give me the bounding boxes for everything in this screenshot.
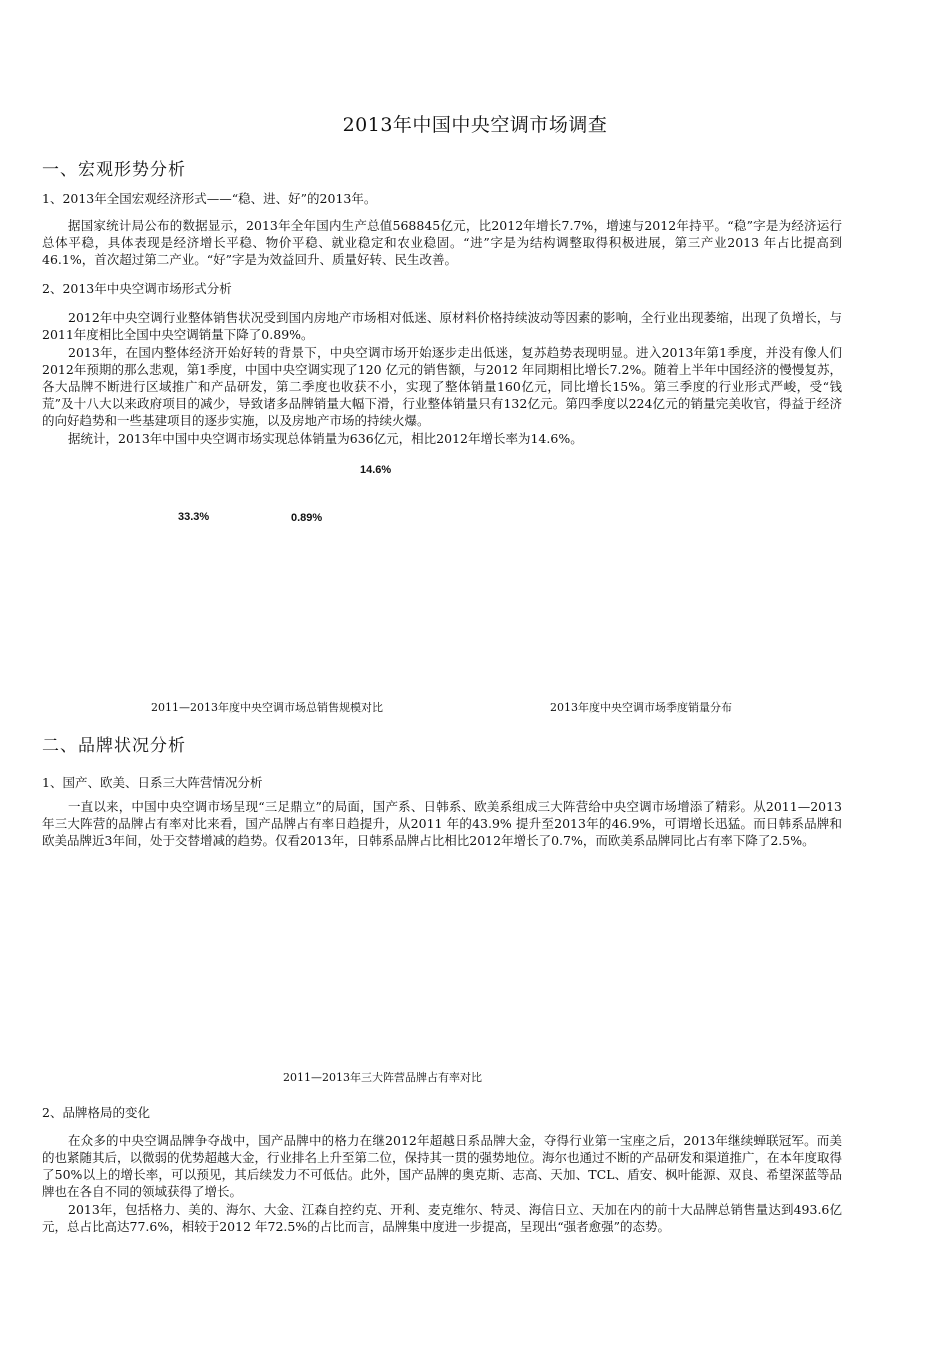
section2-heading: 二、品牌状况分析: [42, 736, 186, 756]
section1-sub1-heading: 1、2013年全国宏观经济形式——“稳、进、好”的2013年。: [42, 191, 377, 206]
section1-sub1-paragraph: 据国家统计局公布的数据显示，2013年全年国内生产总值568845亿元，比2012年增长7.7%，增速与2012年持平。“稳”字是为经济运行总体平稳，具体表现是经济增长平稳、物价平稳、就业稳定和农业稳固。“进”字是为结构调整取得积极进展，第三产业2013 年占比提高到46.1%，首次超过第二产业。“好”字是为效益回升、质量好转、民生改善。: [42, 218, 842, 267]
chart-caption-left: 2011—2013年度中央空调市场总销售规模对比: [151, 701, 383, 714]
chart-data-label: 14.6%: [360, 464, 392, 476]
section1-sub2-paragraph-3: 据统计，2013年中国中央空调市场实现总体销量为636亿元，相比2012年增长率为14.6%。: [68, 431, 583, 446]
section2-sub1-paragraph: 一直以来，中国中央空调市场呈现“三足鼎立”的局面，国产系、日韩系、欧美系组成三大阵营给中央空调市场增添了精彩。从2011—2013 年三大阵营的品牌占有率对比来看，国产品牌占有率日趋提升，从2011 年的43.9% 提升至2013年的46.9%，可谓增长迅猛。而日韩系品牌和欧美品牌近3年间，处于交替增减的趋势。仅看2013年，日韩系品牌占比相比2012年增长了0.7%，而欧美系品牌同比占有率下降了2.5%。: [42, 799, 842, 848]
section1-sub2-paragraph-2: 2013年，在国内整体经济开始好转的背景下，中央空调市场开始逐步走出低迷，复苏趋势表现明显。进入2013年第1季度，并没有像人们2012年预期的那么悲观，第1季度，中国中央空调实现了120 亿元的销售额，与2012 年同期相比增长7.2%。随着上半年中国经济的慢慢复苏，各大品牌不断进行区域推广和产品研发，第二季度也收获不小，实现了整体销量160亿元，同比增长15%。第三季度的行业形式严峻，受“钱荒”及十八大以来政府项目的减少，导致诸多品牌销量大幅下滑，行业整体销量只有132亿元。第四季度以224亿元的销量完美收官，得益于经济的向好趋势和一些基建项目的逐步实施，以及房地产市场的持续火爆。: [42, 345, 842, 428]
section2-sub2-heading: 2、品牌格局的变化: [42, 1105, 150, 1120]
chart-data-label: 0.89%: [291, 512, 323, 524]
section1-heading: 一、宏观形势分析: [42, 160, 186, 180]
section2-sub2-paragraph-2: 2013年，包括格力、美的、海尔、大金、江森自控约克、开利、麦克维尔、特灵、海信日立、天加在内的前十大品牌总销售量达到493.6亿元，总占比高达77.6%，相较于2012 年72.5%的占比而言，品牌集中度进一步提高，呈现出“强者愈强”的态势。: [42, 1202, 842, 1234]
document-title: 2013年中国中央空调市场调查: [342, 114, 608, 136]
market-charts-area: [42, 455, 902, 725]
brand-share-chart-caption: 2011—2013年三大阵营品牌占有率对比: [283, 1071, 482, 1084]
section2-sub2-paragraph-1: 在众多的中央空调品牌争夺战中，国产品牌中的格力在继2012年超越日系品牌大金，夺得行业第一宝座之后，2013年继续蝉联冠军。而美的也紧随其后，以微弱的优势超越大金，行业排名上升至第二位，保持其一贯的强势地位。海尔也通过不断的产品研发和渠道推广，在本年度取得了50%以上的增长率，可以预见，其后续发力不可低估。此外，国产品牌的奥克斯、志高、天加、TCL、盾安、枫叶能源、双良、希望深蓝等品牌也在各自不同的领域获得了增长。: [42, 1133, 843, 1199]
chart-data-label: 33.3%: [178, 511, 210, 523]
section1-sub2-paragraph-1: 2012年中央空调行业整体销售状况受到国内房地产市场相对低迷、原材料价格持续波动等因素的影响，全行业出现萎缩，出现了负增长，与2011年度相比全国中央空调销量下降了0.89%。: [42, 310, 842, 342]
section2-sub1-heading: 1、国产、欧美、日系三大阵营情况分析: [42, 775, 263, 790]
section1-sub2-heading: 2、2013年中央空调市场形式分析: [42, 281, 232, 296]
chart-caption-right: 2013年度中央空调市场季度销量分布: [550, 701, 732, 714]
